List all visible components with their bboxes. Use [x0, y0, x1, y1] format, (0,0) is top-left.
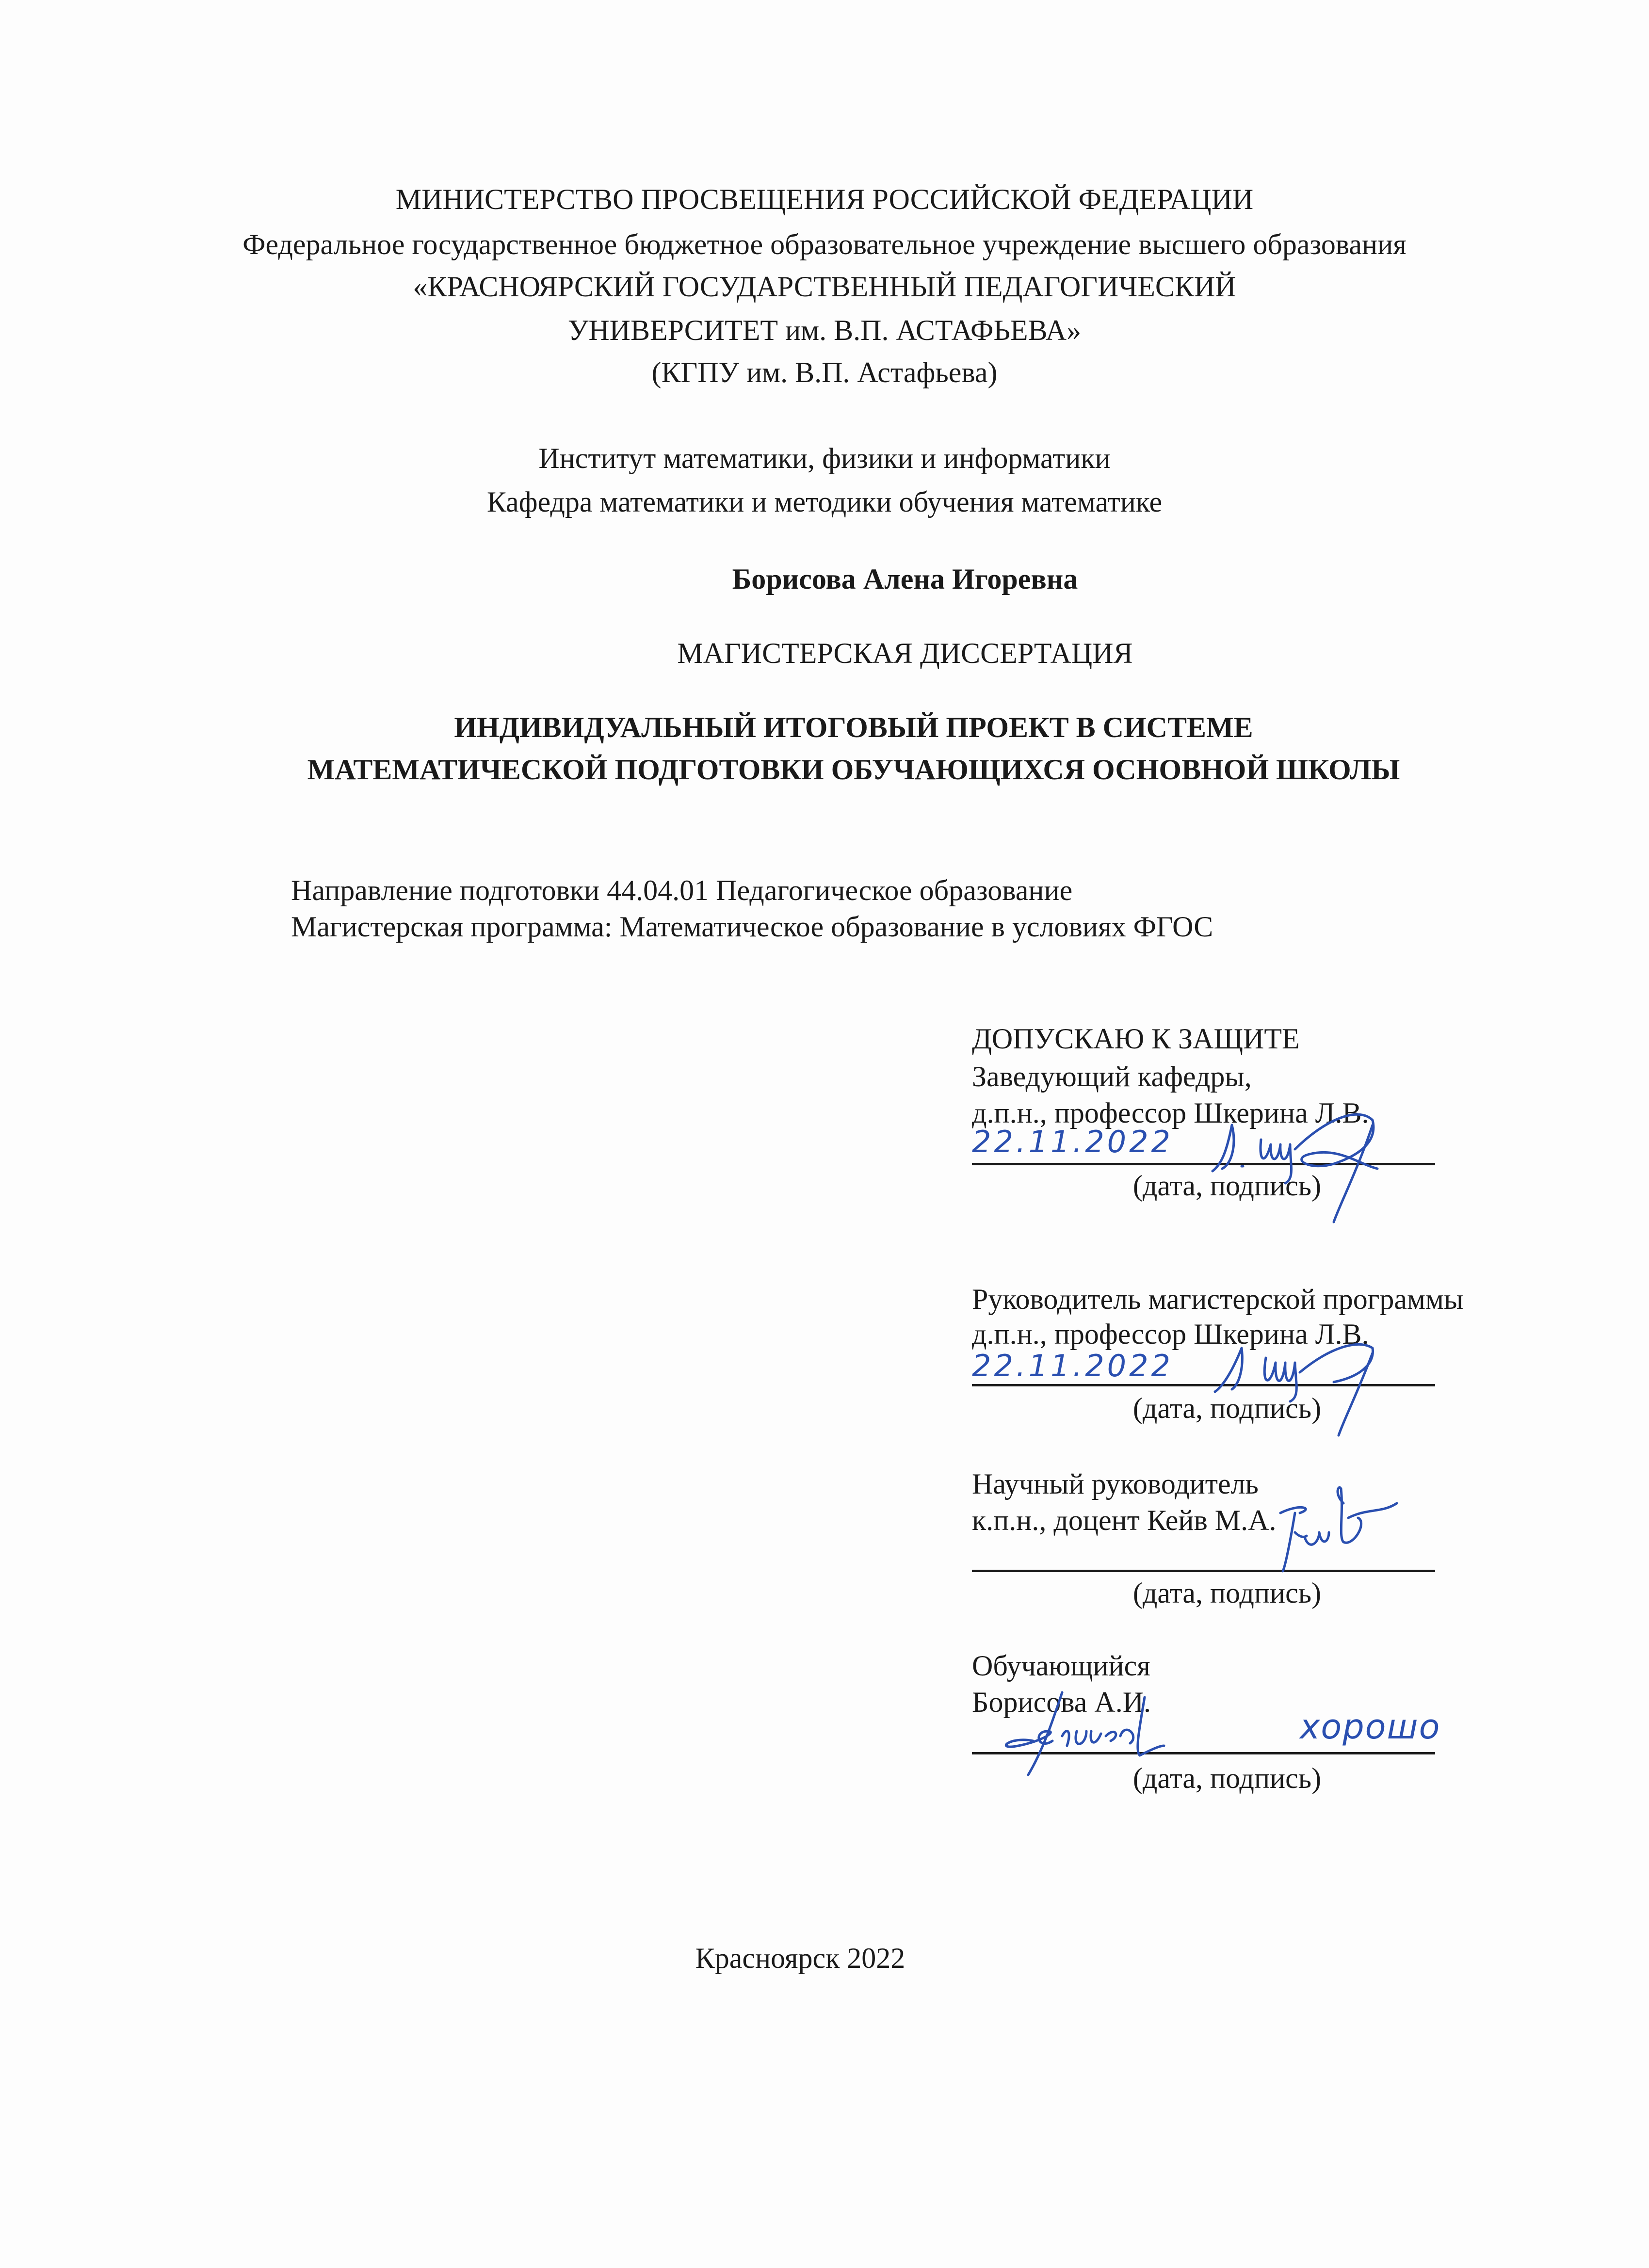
handwritten-note: хорошо	[1300, 1707, 1441, 1747]
approver-role: Заведующий кафедры,	[972, 1061, 1252, 1093]
city-year: Красноярск 2022	[695, 1942, 905, 1974]
doc-type: МАГИСТЕРСКАЯ ДИССЕРТАЦИЯ	[677, 637, 1133, 669]
student-person: Борисова А.И.	[972, 1686, 1151, 1718]
approver-role: Руководитель магистерской программы	[972, 1283, 1464, 1315]
handwritten-date: 22.11.2022	[972, 1348, 1173, 1383]
signature-caption: (дата, подпись)	[1132, 1762, 1322, 1794]
handwritten-date: 22.11.2022	[972, 1124, 1173, 1159]
institute: Институт математики, физики и информатики	[538, 442, 1111, 474]
institution-type: Федеральное государственное бюджетное образовательное учреждение высшего образования	[242, 228, 1406, 260]
ministry: МИНИСТЕРСТВО ПРОСВЕЩЕНИЯ РОССИЙСКОЙ ФЕДЕРАЦИИ	[395, 183, 1254, 215]
signature-borisova	[989, 1678, 1300, 1804]
signature-shkerina	[1212, 1110, 1436, 1217]
direction: Направление подготовки 44.04.01 Педагогическое образование	[291, 874, 1073, 906]
university-line1: «КРАСНОЯРСКИЙ ГОСУДАРСТВЕННЫЙ ПЕДАГОГИЧЕСКИЙ	[413, 271, 1236, 303]
approver-person: д.п.н., профессор Шкерина Л.В.	[972, 1097, 1369, 1129]
signature-shkerina	[1212, 1338, 1436, 1435]
supervisor-person: к.п.н., доцент Кейв М.А.	[972, 1504, 1277, 1536]
student-role: Обучающийся	[972, 1650, 1150, 1682]
university-line2: УНИВЕРСИТЕТ им. В.П. АСТАФЬЕВА»	[567, 314, 1082, 346]
approver-person: д.п.н., профессор Шкерина Л.В.	[972, 1318, 1369, 1350]
university-short: (КГПУ им. В.П. Астафьева)	[651, 356, 998, 388]
signature-caption: (дата, подпись)	[1132, 1392, 1322, 1424]
program: Магистерская программа: Математическое образование в условиях ФГОС	[291, 911, 1213, 943]
supervisor-role: Научный руководитель	[972, 1468, 1259, 1500]
department: Кафедра математики и методики обучения математике	[486, 486, 1163, 518]
thesis-title-line2: МАТЕМАТИЧЕСКОЙ ПОДГОТОВКИ ОБУЧАЮЩИХСЯ ОСНОВНОЙ ШКОЛЫ	[307, 754, 1400, 786]
thesis-title-line1: ИНДИВИДУАЛЬНЫЙ ИТОГОВЫЙ ПРОЕКТ В СИСТЕМЕ	[454, 711, 1253, 743]
author-name: Борисова Алена Игоревна	[732, 563, 1078, 595]
signature-caption: (дата, подпись)	[1132, 1170, 1322, 1202]
signature-keiv	[1271, 1484, 1436, 1581]
approval-heading: ДОПУСКАЮ К ЗАЩИТЕ	[972, 1023, 1300, 1055]
signature-caption: (дата, подпись)	[1132, 1577, 1322, 1609]
